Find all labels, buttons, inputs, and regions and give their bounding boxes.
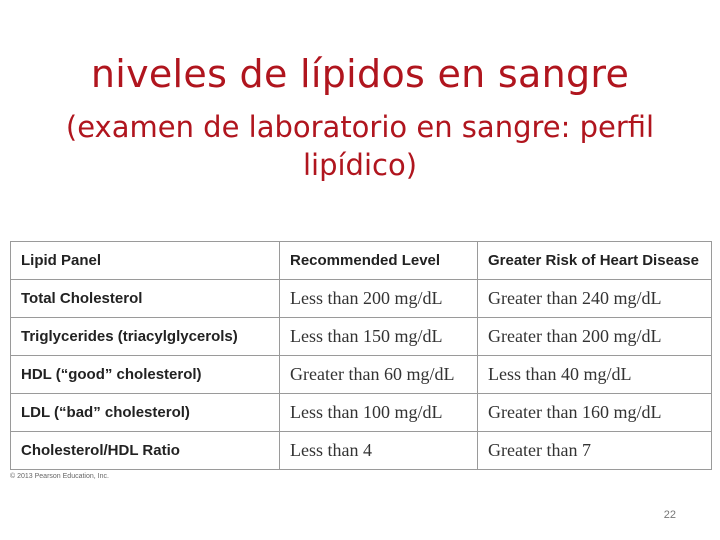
risk-level-cell: Less than 40 mg/dL	[478, 356, 712, 394]
table-row	[11, 356, 712, 394]
column-header-lipid-panel: Lipid Panel	[11, 242, 280, 280]
row-label: Triglycerides (triacylglycerols)	[11, 318, 280, 356]
column-header-greater-risk: Greater Risk of Heart Disease	[478, 242, 712, 280]
row-label: Total Cholesterol	[11, 280, 280, 318]
column-header-recommended-level: Recommended Level	[280, 242, 478, 280]
risk-level-cell: Greater than 7	[478, 432, 712, 470]
recommended-level-cell: Less than 150 mg/dL	[280, 318, 478, 356]
copyright-notice: © 2013 Pearson Education, Inc.	[10, 473, 109, 480]
slide-subtitle: (examen de laboratorio en sangre: perfil lipídico)	[65, 110, 655, 182]
slide-title: niveles de lípidos en sangre	[90, 52, 630, 96]
table-row	[11, 280, 712, 318]
table-row	[11, 394, 712, 432]
table-row	[11, 432, 712, 470]
table-row	[11, 318, 712, 356]
risk-level-cell: Greater than 200 mg/dL	[478, 318, 712, 356]
risk-level-cell: Greater than 240 mg/dL	[478, 280, 712, 318]
row-label: LDL (“bad” cholesterol)	[11, 394, 280, 432]
row-label: Cholesterol/HDL Ratio	[11, 432, 280, 470]
row-label: HDL (“good” cholesterol)	[11, 356, 280, 394]
risk-level-cell: Greater than 160 mg/dL	[478, 394, 712, 432]
lipid-panel-table	[10, 241, 712, 470]
table-header-row	[11, 242, 712, 280]
recommended-level-cell: Less than 200 mg/dL	[280, 280, 478, 318]
recommended-level-cell: Less than 4	[280, 432, 478, 470]
recommended-level-cell: Greater than 60 mg/dL	[280, 356, 478, 394]
page-number: 22	[663, 509, 676, 521]
recommended-level-cell: Less than 100 mg/dL	[280, 394, 478, 432]
